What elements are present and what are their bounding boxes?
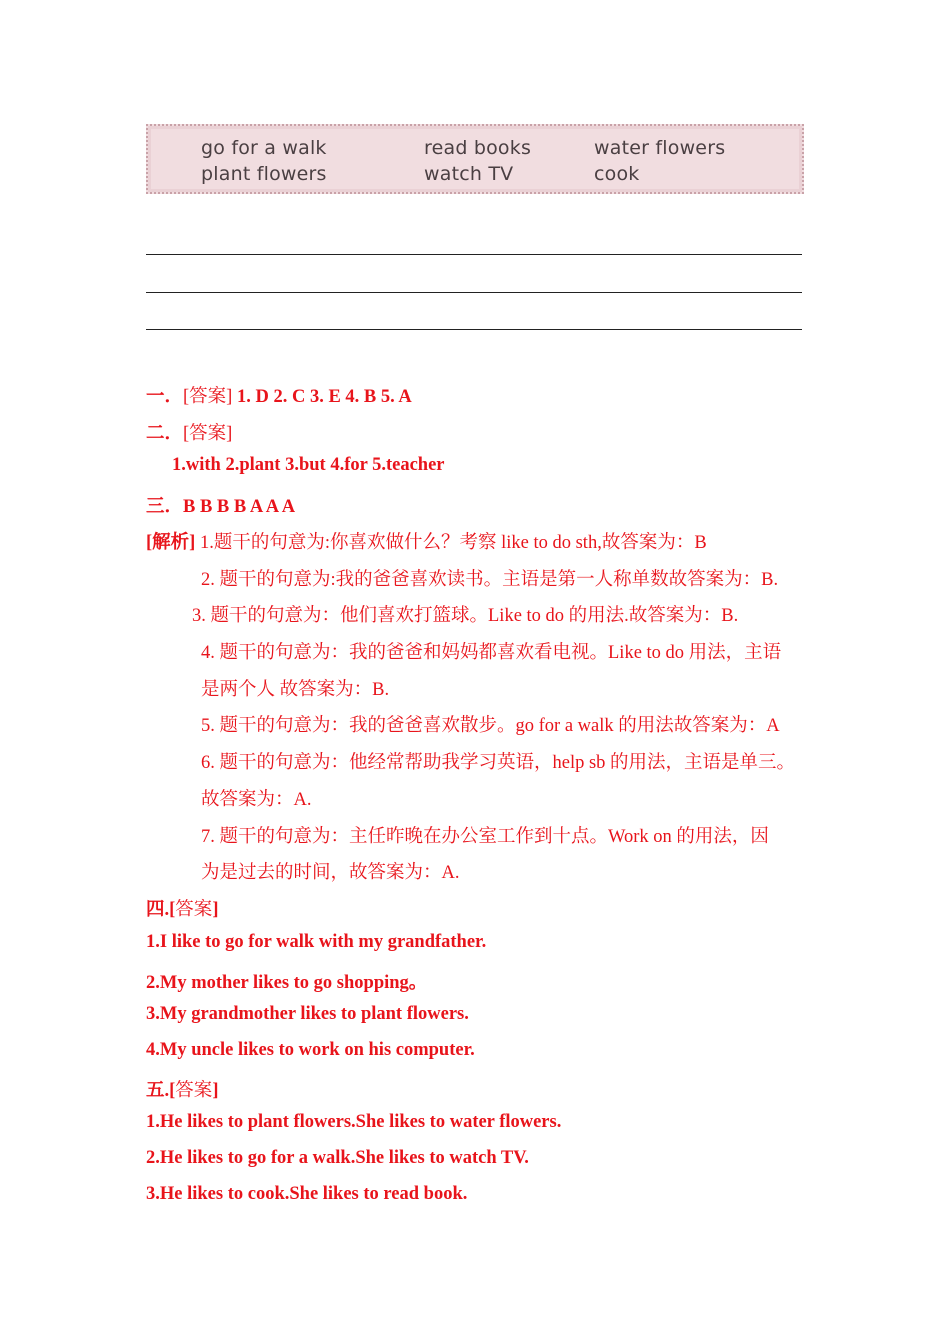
section-5-answer: 3.He likes to cook.She likes to read book. — [146, 1184, 468, 1204]
section-5-heading: 五.[答案] — [146, 1081, 219, 1101]
section-2-heading: 二．[答案] — [146, 424, 233, 444]
analysis-line: 为是过去的时间，故答案为：A. — [201, 863, 460, 883]
word-item: water flowers — [594, 137, 726, 159]
word-item: plant flowers — [201, 163, 327, 185]
section-4-answer: 4.My uncle likes to work on his computer. — [146, 1040, 475, 1060]
analysis-line: 4. 题干的句意为：我的爸爸和妈妈都喜欢看电视。Like to do 用法，主语 — [201, 643, 782, 663]
section-4-answer: 1.I like to go for walk with my grandfather. — [146, 932, 487, 952]
section-5-answer: 2.He likes to go for a walk.She likes to watch TV. — [146, 1148, 529, 1168]
section-2-answers: 1.with 2.plant 3.but 4.for 5.teacher — [172, 455, 445, 475]
section-4-answer: 2.My mother likes to go shopping。 — [146, 973, 428, 993]
analysis-line: 故答案为：A. — [201, 790, 312, 810]
analysis-line: 7. 题干的句意为：主任昨晚在办公室工作到十点。Work on 的用法，因 — [201, 827, 769, 847]
word-item: watch TV — [424, 163, 514, 185]
section-4-heading: 四.[答案] — [146, 900, 219, 920]
word-item: read books — [424, 137, 532, 159]
answer-blank-line[interactable] — [146, 254, 802, 255]
analysis-line: 6. 题干的句意为：他经常帮助我学习英语，help sb 的用法，主语是单三。 — [201, 753, 796, 773]
analysis-line: 2. 题干的句意为:我的爸爸喜欢读书。主语是第一人称单数故答案为：B. — [201, 570, 779, 590]
section-4-answer: 3.My grandmother likes to plant flowers. — [146, 1004, 469, 1024]
analysis-line: 5. 题干的句意为：我的爸爸喜欢散步。go for a walk 的用法故答案为：A — [201, 716, 780, 736]
analysis-line: 是两个人 故答案为：B. — [201, 680, 390, 700]
word-box — [146, 124, 804, 194]
section-3-answer: 三．B B B B A A A — [146, 497, 296, 517]
word-item: cook — [594, 163, 640, 185]
word-item: go for a walk — [201, 137, 327, 159]
answer-blank-line[interactable] — [146, 329, 802, 330]
section-5-answer: 1.He likes to plant flowers.She likes to water flowers. — [146, 1112, 562, 1132]
analysis-line: 3. 题干的句意为：他们喜欢打篮球。Like to do 的用法.故答案为：B. — [192, 606, 739, 626]
answer-blank-line[interactable] — [146, 292, 802, 293]
analysis-line: [解析] 1.题干的句意为:你喜欢做什么？考察 like to do sth,故答案为：B — [146, 533, 707, 553]
section-1-answer: 一．[答案] 1. D 2. C 3. E 4. B 5. A — [146, 387, 412, 407]
